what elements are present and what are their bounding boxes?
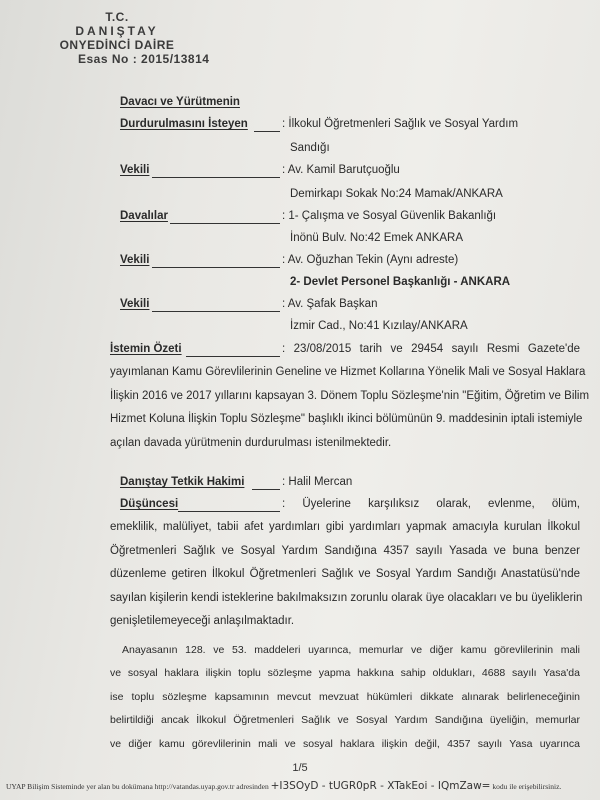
hakim-label: Danıştay Tetkik Hakimi (120, 476, 245, 488)
vekili-label-1: Vekili (120, 164, 150, 176)
vekili-value-3: : Av. Şafak Başkan (282, 298, 378, 310)
label-rule (178, 511, 280, 512)
vekili-label-3: Vekili (120, 298, 150, 310)
davalilar-label: Davalılar (120, 210, 168, 222)
vekili-address-1: Demirkapı Sokak No:24 Mamak/ANKARA (290, 188, 503, 200)
dusunce-line: emeklilik, malüliyet, tabii afet yardımları gibi yardımları yapmak amacıyla kurulan İlkokul (110, 521, 580, 533)
label-rule (252, 489, 280, 490)
label-rule (152, 311, 280, 312)
ozet-line: İlişkin 2016 ve 2017 yıllarını kapsayan 3. Dönem Toplu Sözleşme'nin "Eğitim, Öğretim ve Bilim (110, 389, 590, 402)
vekili-label-2: Vekili (120, 254, 150, 266)
davali-1-address: İnönü Bulv. No:42 Emek ANKARA (290, 232, 464, 244)
davaci-label-2: Durdurulmasını İsteyen (120, 118, 248, 130)
vekili-value-1: : Av. Kamil Barutçuoğlu (282, 164, 400, 176)
dusunce-label: Düşüncesi (120, 498, 179, 510)
dusunce-line: sayılan kişilerin kendi isteklerine bakılmaksızın zorunlu olarak üye olacakları ve bu üyeliklerin (110, 591, 583, 604)
dusunce-line: Öğretmenleri Sağlık ve Sosyal Yardım Sandığına 4357 sayılı Yasada ve buna benzer (110, 544, 580, 557)
label-rule (170, 223, 280, 224)
footer-suffix: kodu ile erişebilirsiniz. (492, 782, 562, 791)
davaci-value-2: Sandığı (290, 142, 330, 154)
header-danistay: DANIŞTAY (75, 24, 159, 38)
anayasa-line: belirtildiği ancak İlkokul Öğretmenleri Sağlık ve Sosyal Yardım Sandığına üyeliğin, memurlar (110, 714, 580, 726)
anayasa-line: ve sosyal haklara ilişkin toplu sözleşme yapma hakkına sahip oldukları, 4688 sayılı Yasa'da (110, 667, 580, 679)
page-number: 1/5 (292, 762, 308, 774)
court-header (22, 10, 242, 52)
dusunce-line: genişletilemeyeceği anlaşılmaktadır. (110, 615, 295, 627)
vekili-address-3: İzmir Cad., No:41 Kızılay/ANKARA (290, 320, 468, 332)
footer-text: UYAP Bilişim Sisteminde yer alan bu dokümana http://vatandas.uyap.gov.tr adresinden (6, 782, 269, 791)
verification-code: +I3SOyD - tUGR0pR - XTakEoi - IQmZaw= (270, 780, 491, 792)
dusunce-paragraph (110, 516, 583, 634)
ozet-line: açılan davada yürütmenin durdurulması istenilmektedir. (110, 436, 392, 449)
label-rule (186, 356, 280, 357)
dusunce-line-0: : Üyelerine karşılıksız olarak, evlenme, ölüm, (282, 498, 580, 510)
ozet-label: İstemin Özeti (110, 343, 182, 355)
vekili-value-2: : Av. Oğuzhan Tekin (Aynı adreste) (282, 254, 459, 266)
ozet-line: yayımlanan Kamu Görevlilerinin Geneline ve Hizmet Kollarına Yönelik Mali ve Sosyal Haklara (110, 366, 586, 378)
davaci-value-1: : İlkokul Öğretmenleri Sağlık ve Sosyal Yardım (282, 118, 519, 130)
label-rule (254, 131, 280, 132)
davali-2: 2- Devlet Personel Başkanlığı - ANKARA (290, 276, 511, 288)
label-rule (152, 267, 280, 268)
anayasa-line: ve diğer kamu görevlilerinin mali ve sosyal haklara ilişkin değil, 4357 sayılı Yasa uyarınca (110, 737, 580, 750)
davaci-label-1: Davacı ve Yürütmenin (120, 96, 240, 108)
anayasa-line: ise toplu sözleşme kapsamının mevcut mevzuat hükümleri dikkate alınarak belirleneceğinin (110, 690, 580, 703)
label-rule (152, 177, 280, 178)
dusunce-line: düzenleme getiren İlkokul Öğretmenleri Sağlık ve Sosyal Yardım Sandığı Anastatüsü'nde (110, 568, 580, 580)
anayasa-paragraph-rest (110, 662, 580, 756)
ozet-line: Hizmet Koluna İlişkin Toplu Sözleşme" başlıklı ikinci bölümünün 9. maddesinin iptali istemiyle (110, 413, 583, 425)
anayasa-paragraph (110, 639, 580, 663)
ozet-paragraph (110, 361, 590, 455)
davali-1: : 1- Çalışma ve Sosyal Güvenlik Bakanlığı (282, 210, 497, 222)
header-tc: T.C. (105, 10, 129, 24)
footer-note (6, 780, 596, 792)
anayasa-line: Anayasanın 128. ve 53. maddeleri uyarınca, memurlar ve diğer kamu görevlilerinin mali (122, 644, 580, 656)
ozet-line-0: : 23/08/2015 tarih ve 29454 sayılı Resmi Gazete'de (282, 343, 580, 355)
header-daire: ONYEDİNCİ DAİRE (59, 38, 175, 52)
esas-number: Esas No : 2015/13814 (78, 52, 210, 66)
hakim-name: : Halil Mercan (282, 476, 353, 488)
